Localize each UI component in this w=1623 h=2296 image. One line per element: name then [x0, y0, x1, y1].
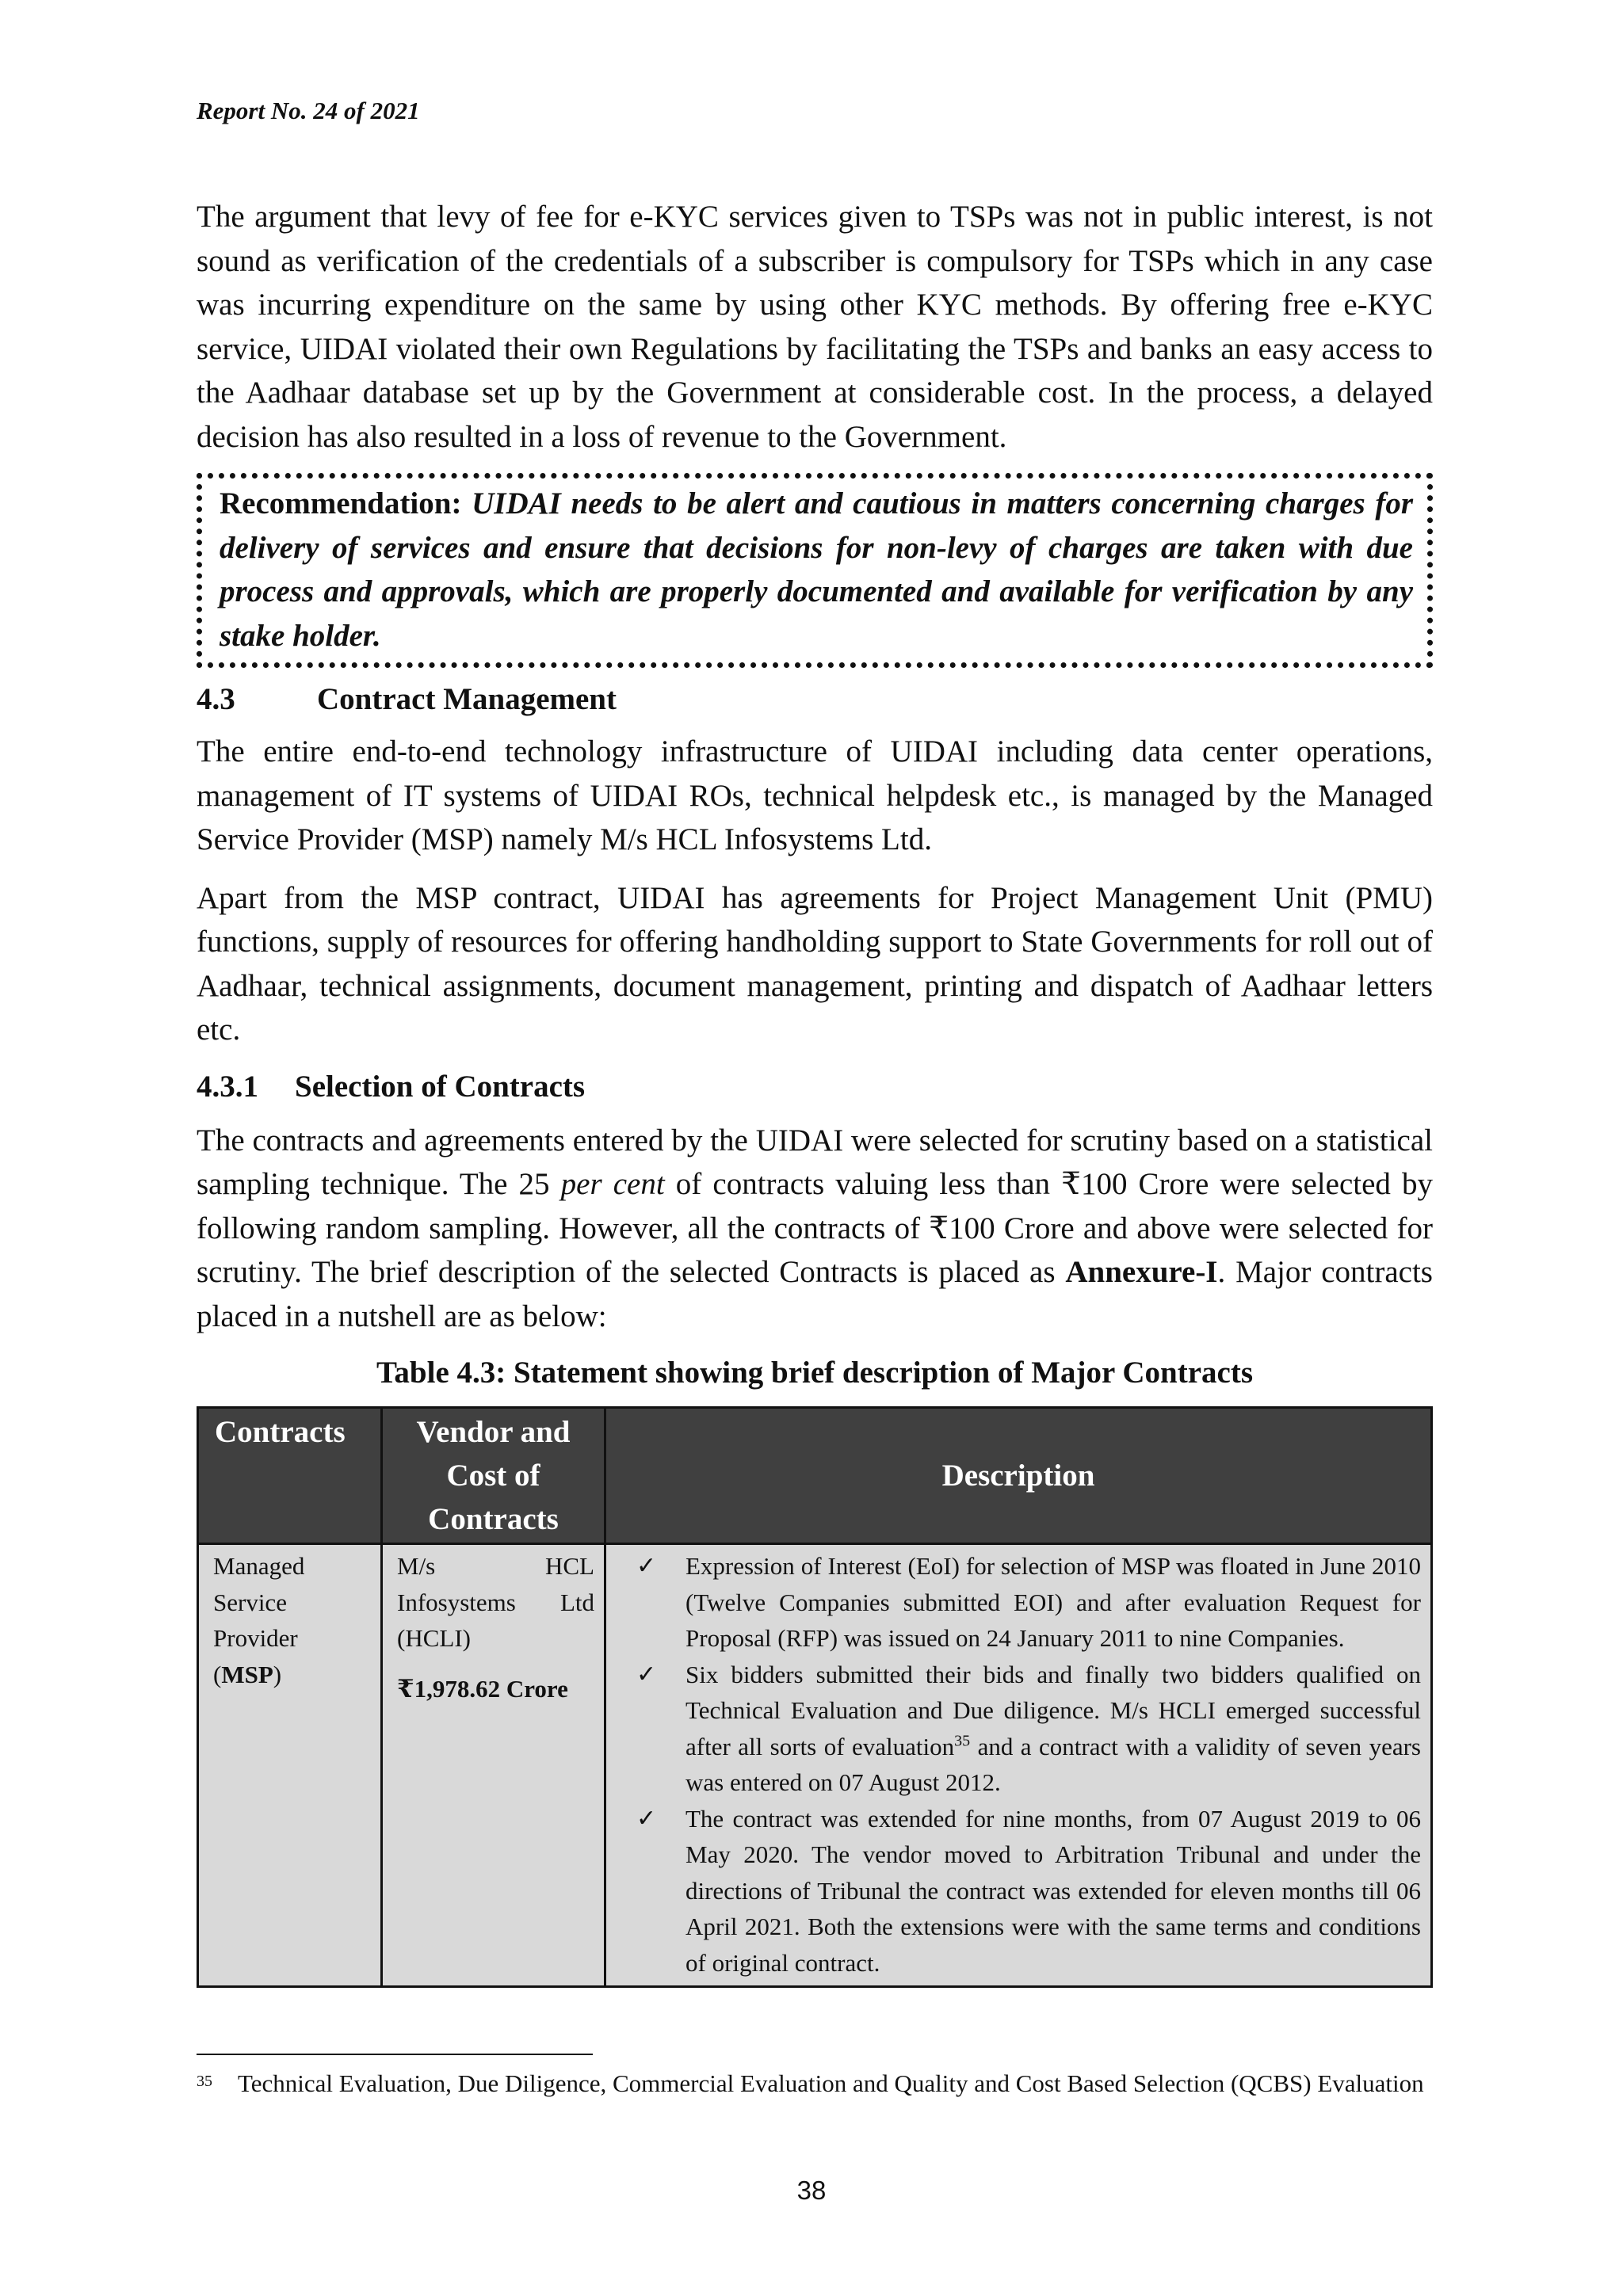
footnote-reference: 35	[954, 1732, 971, 1750]
recommendation-box	[197, 473, 1433, 668]
list-item	[621, 1657, 1421, 1801]
text-run: Expression of Interest (EoI) for selection of MSP was floated in June 2010 (Twelve Companies submitted EOI) and after evaluation Request for Proposal (RFP) was issued on 24 January 2011 to nine Companies.	[685, 1552, 1421, 1652]
footnote-divider	[197, 2054, 593, 2055]
text-run: Six bidders submitted their bids and finally two bidders qualified on Technical Evaluation and Due diligence. M/s HCLI emerged successful after all sorts of evaluation	[685, 1660, 1421, 1760]
footnote	[197, 2066, 1433, 2100]
text-run: . Major contracts placed in a nutshell are as below:	[197, 1255, 1433, 1333]
paragraph-selection	[197, 1119, 1433, 1339]
paragraph-msp: The entire end-to-end technology infrastructure of UIDAI including data center operations, management of IT systems of UIDAI ROs, technical helpdesk etc., is managed by the Managed Service Provider (MSP) namely M/s HCL Infosystems Ltd.	[197, 734, 1433, 856]
section-title: Selection of Contracts	[295, 1069, 586, 1104]
table-header-row	[198, 1408, 1432, 1544]
section-title: Contract Management	[317, 682, 617, 716]
text-run: The contract was extended for nine months, from 07 August 2019 to 06 May 2020. The vendor moved to Arbitration Tribunal and under the directions of Tribunal the contract was extended for eleven months till 06 April 2021. Both the extensions were with the same terms and conditions of original contract.	[685, 1804, 1421, 1977]
recommendation-label: Recommendation:	[220, 486, 462, 521]
text-run: The contracts and agreements entered by the UIDAI were selected for scrutiny based on a statistical sampling technique. The 25	[197, 1123, 1433, 1201]
main-content	[197, 195, 1433, 1988]
vendor-name: M/s HCL Infosystems Ltd (HCLI)	[397, 1552, 594, 1652]
list-item	[621, 1548, 1421, 1657]
section-number: 4.3.1	[197, 1069, 258, 1104]
section-number: 4.3	[197, 682, 235, 716]
footnote-text: Technical Evaluation, Due Diligence, Commercial Evaluation and Quality and Cost Based Selection (QCBS) Evaluation	[238, 2069, 1424, 2097]
table-caption: Table 4.3: Statement showing brief description of Major Contracts	[376, 1356, 1253, 1390]
text-run: and a contract with a validity of seven years was entered on 07 August 2012.	[685, 1732, 1421, 1796]
text-run: of contracts valuing less than ₹100 Crore were selected by following random sampling. However, all the contracts of ₹100 Crore and above were selected for scrutiny. The brief description of the selected Contracts is placed as	[197, 1167, 1433, 1289]
section-heading-4-3-1	[197, 1066, 1433, 1108]
checkmark-icon: ✓	[636, 1804, 657, 1833]
major-contracts-table	[197, 1406, 1433, 1988]
header-vendor-cost: Vendor and Cost of Contracts	[382, 1408, 605, 1544]
text-run: Managed Service Provider (	[213, 1552, 305, 1688]
cell-contract	[198, 1544, 382, 1987]
annexure-reference: Annexure-I	[1065, 1255, 1218, 1289]
checkmark-icon: ✓	[636, 1552, 657, 1580]
report-header: Report No. 24 of 2021	[197, 97, 420, 124]
header-contracts: Contracts	[198, 1408, 382, 1544]
recommendation-text	[220, 482, 1413, 658]
cell-description	[605, 1544, 1432, 1987]
table-row	[198, 1544, 1432, 1987]
description-list	[621, 1548, 1421, 1981]
text-run-bold: MSP	[221, 1660, 273, 1688]
text-run: )	[273, 1660, 282, 1688]
contract-cost: ₹1,978.62 Crore	[397, 1674, 568, 1703]
recommendation-body: UIDAI needs to be alert and cautious in matters concerning charges for delivery of services and ensure that decisions for non-levy of charges are taken with due process and approvals, which are properly documented and available for verification by any stake holder.	[220, 486, 1413, 653]
text-run-italic: per cent	[560, 1167, 665, 1201]
section-heading-4-3	[197, 679, 1433, 720]
header-description: Description	[605, 1408, 1432, 1544]
paragraph-agreements: Apart from the MSP contract, UIDAI has agreements for Project Management Unit (PMU) functions, supply of resources for offering handholding support to State Governments for roll out of Aadhaar, technical assignments, document management, printing and dispatch of Aadhaar letters etc.	[197, 880, 1433, 1047]
list-item	[621, 1801, 1421, 1981]
page-number: 38	[796, 2176, 827, 2205]
checkmark-icon: ✓	[636, 1660, 657, 1688]
paragraph-ekyc-argument: The argument that levy of fee for e-KYC services given to TSPs was not in public interest, is not sound as verification of the credentials of a subscriber is compulsory for TSPs which in any case was incurring expenditure on the same by using other KYC methods. By offering free e-KYC service, UIDAI violated their own Regulations by facilitating the TSPs and banks an easy access to the Aadhaar database set up by the Government at considerable cost. In the process, a delayed decision has also resulted in a loss of revenue to the Government.	[197, 200, 1433, 454]
cell-vendor-cost	[382, 1544, 605, 1987]
footnote-number: 35	[197, 2073, 212, 2090]
